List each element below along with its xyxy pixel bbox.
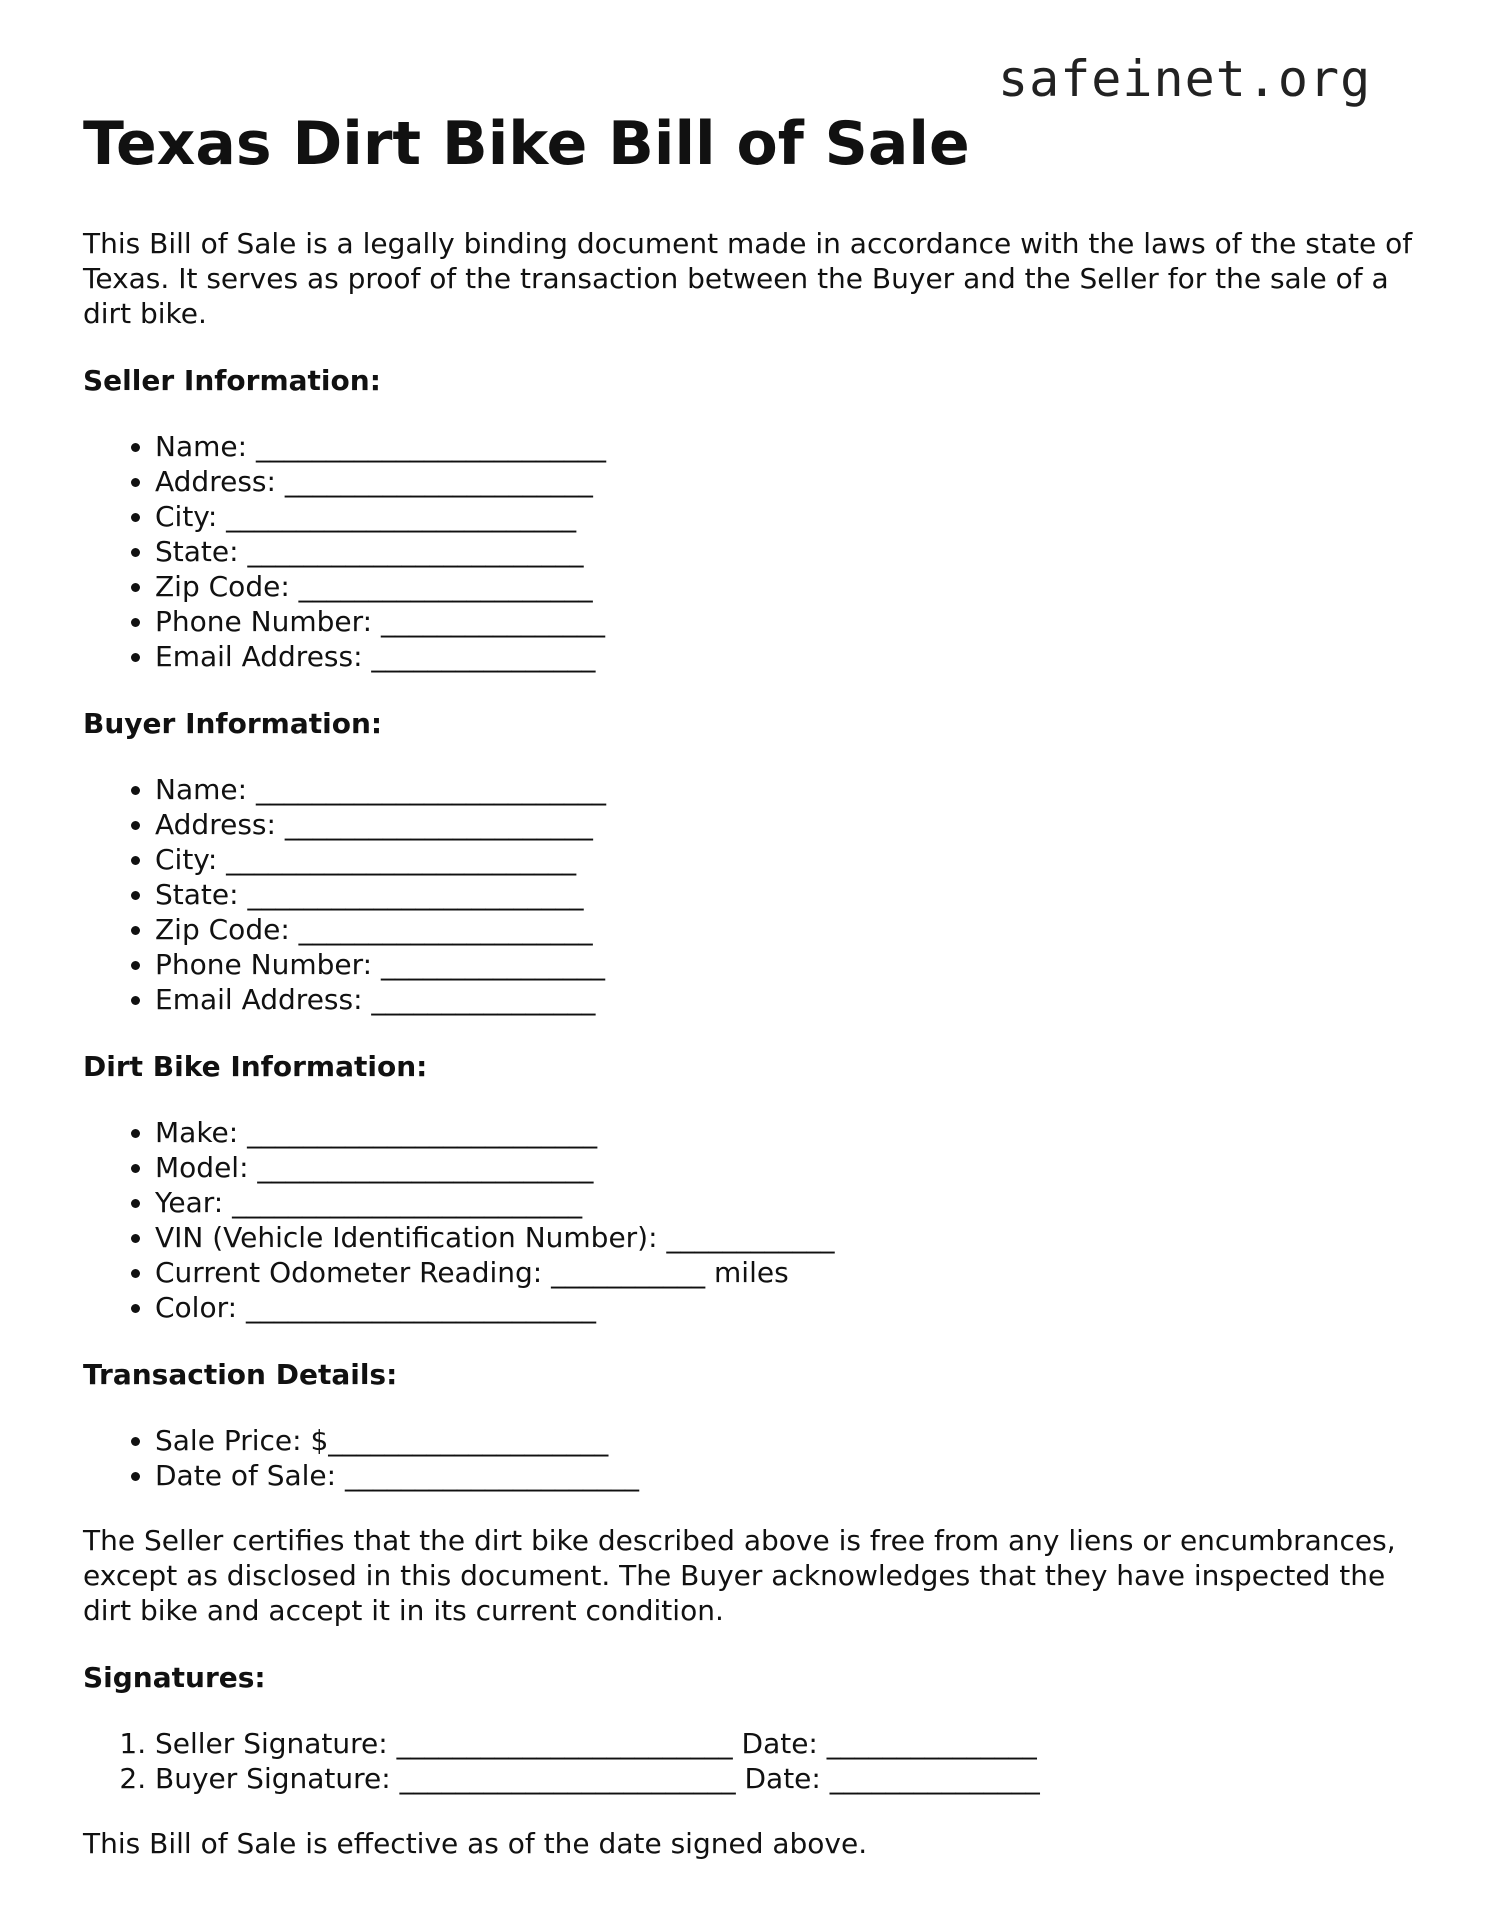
closing-paragraph: This Bill of Sale is effective as of the date signed above. — [83, 1827, 868, 1860]
seller-city-field[interactable]: • City: _________________________ — [155, 499, 1413, 534]
buyer-email-field[interactable]: • Email Address: ________________ — [155, 982, 1413, 1017]
document-title: Texas Dirt Bike Bill of Sale — [83, 109, 970, 179]
signatures-heading: Signatures: — [83, 1661, 266, 1694]
bike-color-field[interactable]: • Color: _________________________ — [155, 1290, 1413, 1325]
buyer-signature-field[interactable]: 2. Buyer Signature: ________________________ Date: _______________ — [155, 1761, 1413, 1796]
sale-date-field[interactable]: • Date of Sale: _____________________ — [155, 1458, 1413, 1493]
buyer-heading: Buyer Information: — [83, 707, 383, 740]
document-page — [83, 104, 1413, 1861]
signatures-list — [83, 1726, 1413, 1796]
buyer-address-field[interactable]: • Address: ______________________ — [155, 807, 1413, 842]
bike-heading: Dirt Bike Information: — [83, 1050, 428, 1083]
buyer-name-field[interactable]: • Name: _________________________ — [155, 772, 1413, 807]
bike-make-field[interactable]: • Make: _________________________ — [155, 1115, 1413, 1150]
buyer-state-field[interactable]: • State: ________________________ — [155, 877, 1413, 912]
bike-odometer-field[interactable]: • Current Odometer Reading: ___________ miles — [155, 1255, 1413, 1290]
bike-list — [83, 1115, 1413, 1325]
seller-signature-field[interactable]: 1. Seller Signature: ________________________ Date: _______________ — [155, 1726, 1413, 1761]
seller-zip-field[interactable]: • Zip Code: _____________________ — [155, 569, 1413, 604]
transaction-heading: Transaction Details: — [83, 1358, 398, 1391]
watermark-text: safeinet.org — [998, 50, 1372, 108]
bike-model-field[interactable]: • Model: ________________________ — [155, 1150, 1413, 1185]
seller-heading: Seller Information: — [83, 364, 381, 397]
buyer-phone-field[interactable]: • Phone Number: ________________ — [155, 947, 1413, 982]
certification-paragraph: The Seller certifies that the dirt bike described above is free from any liens or encumbrances, except as disclosed in this document. The Buyer acknowledges that they have inspected the dirt bike and accept it in its current condition. — [83, 1524, 1396, 1627]
bike-vin-field[interactable]: • VIN (Vehicle Identification Number): ____________ — [155, 1220, 1413, 1255]
seller-state-field[interactable]: • State: ________________________ — [155, 534, 1413, 569]
seller-address-field[interactable]: • Address: ______________________ — [155, 464, 1413, 499]
bike-year-field[interactable]: • Year: _________________________ — [155, 1185, 1413, 1220]
buyer-zip-field[interactable]: • Zip Code: _____________________ — [155, 912, 1413, 947]
seller-name-field[interactable]: • Name: _________________________ — [155, 429, 1413, 464]
seller-email-field[interactable]: • Email Address: ________________ — [155, 639, 1413, 674]
sale-price-field[interactable]: • Sale Price: $____________________ — [155, 1423, 1413, 1458]
buyer-list — [83, 772, 1413, 1017]
seller-phone-field[interactable]: • Phone Number: ________________ — [155, 604, 1413, 639]
seller-list — [83, 429, 1413, 674]
intro-paragraph: This Bill of Sale is a legally binding document made in accordance with the laws of the state of Texas. It serves as proof of the transaction between the Buyer and the Seller for the sale of a dirt bike. — [83, 227, 1413, 330]
transaction-list — [83, 1423, 1413, 1493]
buyer-city-field[interactable]: • City: _________________________ — [155, 842, 1413, 877]
